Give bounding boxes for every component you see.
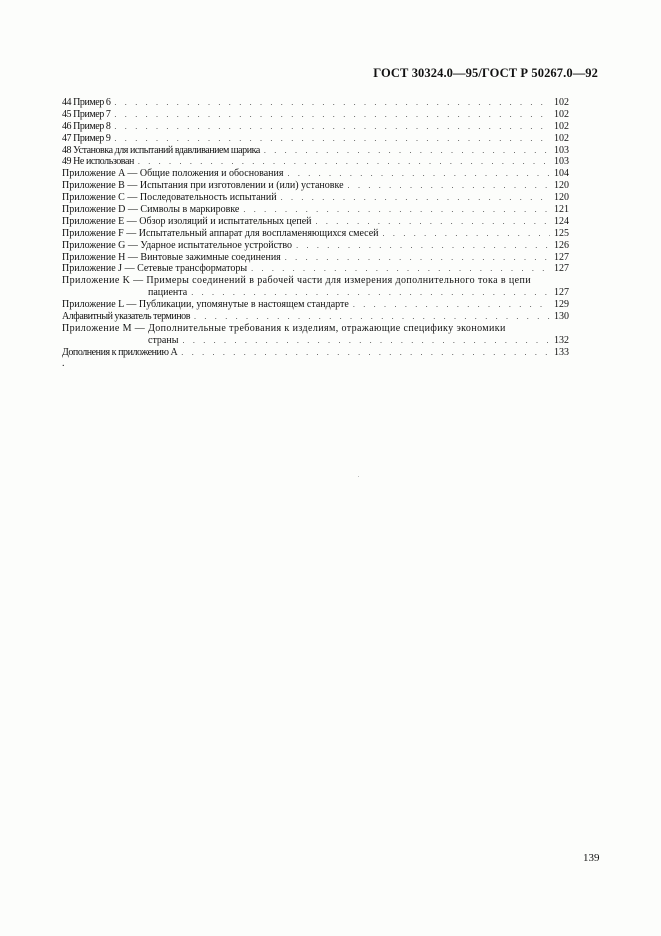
toc-entry-line2 [62, 335, 580, 347]
toc-entry-title: Приложение K — Примеры соединений в рабочей части для измерения дополнительного тока в цепи [62, 275, 531, 287]
trailing-mark: . [62, 357, 65, 369]
dot-leader [296, 240, 550, 252]
toc-entry [62, 204, 580, 216]
toc-entry-title: Приложение M — Дополнительные требования к изделиям, отражающие специфику экономики [62, 322, 506, 334]
toc-entry-page: 126 [554, 239, 569, 251]
toc-entry-title: Приложение J — Сетевые трансформаторы [62, 263, 248, 275]
toc-entry [62, 252, 580, 264]
toc-entry-page: 121 [554, 204, 569, 216]
dot-leader [181, 347, 550, 359]
toc-entry-title: 45 Пример 7 [62, 108, 111, 120]
toc-entry [62, 145, 580, 157]
toc-entry [62, 299, 580, 311]
dot-leader [114, 109, 550, 121]
toc-entry [62, 347, 580, 359]
toc-entry-page: 102 [554, 108, 569, 120]
toc-entry-title: 44 Пример 6 [62, 97, 111, 108]
dot-leader [287, 168, 550, 180]
toc-entry-title-cont: страны [148, 334, 179, 346]
toc-entry-page: 132 [554, 334, 569, 346]
toc-entry-page: 102 [554, 132, 569, 144]
toc-entry-title: Приложение D — Символы в маркировке [62, 204, 240, 216]
toc-entry-page: 120 [554, 180, 569, 192]
toc-entry-line1 [62, 323, 580, 335]
toc-entry-page: 104 [554, 168, 569, 180]
scan-speck [358, 476, 359, 477]
toc-entry [62, 133, 580, 145]
toc-entry-page: 124 [554, 215, 569, 227]
toc-entry [62, 216, 580, 228]
toc-entry [62, 263, 580, 275]
dot-leader [315, 216, 550, 228]
toc-entry [62, 311, 580, 323]
toc-entry-title: 46 Пример 8 [62, 120, 111, 132]
document-header: ГОСТ 30324.0—95/ГОСТ Р 50267.0—92 [373, 66, 598, 80]
toc-entry-title: Приложение H — Винтовые зажимные соединения [62, 251, 281, 263]
toc-entry-title: 47 Пример 9 [62, 132, 111, 144]
toc-entry-page: 103 [554, 156, 569, 168]
dot-leader [264, 145, 550, 157]
toc-entry-page: 103 [554, 144, 569, 156]
toc-entry [62, 97, 580, 109]
toc-entry-title: Приложение B — Испытания при изготовлении и (или) установке [62, 180, 344, 192]
toc-entry-title: Приложение F — Испытательный аппарат для воспламеняющихся смесей [62, 227, 379, 239]
toc-entry [62, 121, 580, 133]
dot-leader [251, 263, 550, 275]
dot-leader [285, 252, 550, 264]
toc-entry-line2 [62, 287, 580, 299]
toc-entry-page: 127 [554, 287, 569, 299]
dot-leader [383, 228, 550, 240]
toc-entry-page: 127 [554, 251, 569, 263]
toc-entry-page: 120 [554, 192, 569, 204]
dot-leader [182, 335, 550, 347]
toc-entry [62, 180, 580, 192]
dot-leader [353, 299, 550, 311]
toc-entry-page: 130 [554, 311, 569, 323]
toc-entry-line1 [62, 275, 580, 287]
toc-entry-title: Алфавитный указатель терминов [62, 311, 190, 323]
dot-leader [114, 121, 550, 133]
dot-leader [348, 180, 550, 192]
toc-entry [62, 240, 580, 252]
dot-leader [138, 156, 550, 168]
toc-entry-title-cont: пациента [148, 287, 188, 299]
toc-entry-page: 127 [554, 263, 569, 275]
toc-entry-page: 129 [554, 299, 569, 311]
table-of-contents [62, 97, 580, 369]
toc-entry-title: Приложение C — Последовательность испытаний [62, 192, 277, 204]
page-number: 139 [583, 852, 600, 864]
toc-entry [62, 156, 580, 168]
toc-entry-title: Приложение E — Обзор изоляций и испытательных цепей [62, 215, 312, 227]
toc-entry [62, 168, 580, 180]
toc-entry-title: Приложение A — Общие положения и обоснования [62, 168, 284, 180]
toc-entry-title: 49 Не использован [62, 156, 134, 168]
dot-leader [194, 311, 550, 323]
toc-entry-title: Дополнения к приложению A [62, 346, 178, 358]
dot-leader [281, 192, 550, 204]
toc-entry-title: Приложение L — Публикации, упомянутые в настоящем стандарте [62, 299, 349, 311]
toc-entry [62, 228, 580, 240]
toc-entry-page: 125 [554, 227, 569, 239]
toc-entry-page: 102 [554, 97, 569, 108]
dot-leader [191, 287, 550, 299]
toc-entry-title: Приложение G — Ударное испытательное устройство [62, 239, 293, 251]
dot-leader [114, 133, 550, 145]
dot-leader [114, 97, 550, 109]
toc-entry-title: 48 Установка для испытаний вдавливанием шарика [62, 144, 260, 156]
toc-entry [62, 109, 580, 121]
toc-entry-page: 133 [554, 346, 569, 358]
dot-leader [243, 204, 550, 216]
toc-entry-page: 102 [554, 120, 569, 132]
toc-entry [62, 192, 580, 204]
